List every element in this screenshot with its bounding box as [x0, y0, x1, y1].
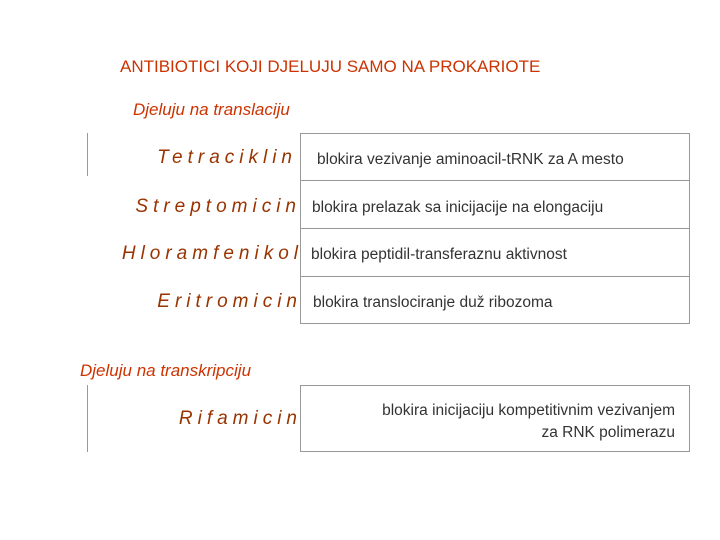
- drug-name-eritromicin: Eritromicin: [157, 291, 302, 312]
- drug-action-rifamicin-line1: blokira inicijaciju kompetitivnim vezivanjem: [382, 402, 675, 419]
- drug-action-eritromicin: blokira translociranje duž ribozoma: [313, 294, 553, 311]
- page-title: ANTIBIOTICI KOJI DJELUJU SAMO NA PROKARIOTE: [120, 57, 541, 76]
- drug-action-streptomicin: blokira prelazak sa inicijacije na elongaciju: [312, 199, 604, 216]
- drug-action-rifamicin: [382, 400, 675, 444]
- drug-action-rifamicin-line2: za RNK polimerazu: [541, 424, 675, 441]
- drug-name-streptomicin: Streptomicin: [135, 196, 301, 217]
- drug-action-hloramfenikol: blokira peptidil-transferaznu aktivnost: [311, 246, 567, 263]
- drug-action-tetraciklin: blokira vezivanje aminoacil-tRNK za A mesto: [317, 151, 624, 168]
- section-heading-translation: Djeluju na translaciju: [133, 100, 290, 119]
- drug-name-rifamicin: Rifamicin: [178, 408, 302, 429]
- drug-name-tetraciklin: Tetraciklin: [157, 147, 297, 168]
- drug-name-hloramfenikol: Hloramfenikol: [121, 243, 303, 264]
- section-heading-transcription: Djeluju na transkripciju: [80, 361, 252, 380]
